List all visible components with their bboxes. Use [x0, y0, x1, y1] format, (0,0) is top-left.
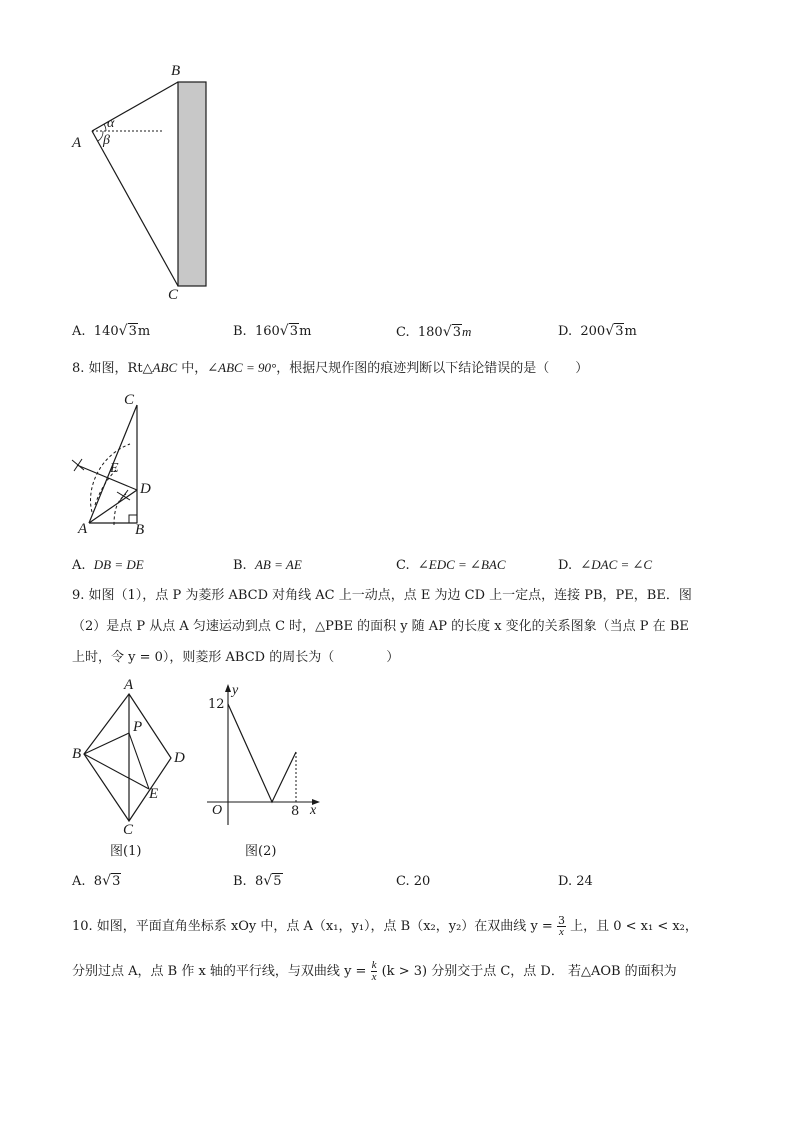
label-C: C — [123, 822, 134, 838]
figure-1-caption: 图(1) — [110, 844, 142, 859]
q7-option-a[interactable]: A. 140√ 3m — [72, 324, 150, 339]
fraction-3-over-x: $\frac{3}{x}$ — [557, 914, 565, 938]
q10-stem-line1: 10. 如图，平面直角坐标系 xOy 中，点 A（x₁，y₁），点 B（x₂，y₂）在双曲线 y = $\frac{3}{x}$ 上，且 0 < x₁ < x₂， — [72, 914, 698, 938]
figure-2-caption: 图(2) — [245, 844, 277, 859]
label-12: 12 — [208, 697, 225, 712]
label-x: x — [310, 803, 317, 818]
label-beta: β — [103, 133, 110, 148]
q10-stem-line2: 分别过点 A，点 B 作 x 轴的平行线，与双曲线 y = $\frac{k}{x}$ (k > 3) 分别交于点 C，点 D． 若△AOB 的面积为 — [72, 959, 677, 983]
label-C: C — [124, 392, 135, 408]
label-D: D — [174, 750, 185, 766]
label-8: 8 — [291, 804, 300, 819]
label-O: O — [212, 803, 223, 818]
q8-stem: 8. 如图，Rt△ABC 中，∠ABC = 90°，根据尺规作图的痕迹判断以下结论错误的是（ ） — [72, 360, 589, 376]
q9-stem-line1: 9. 如图（1），点 P 为菱形 ABCD 对角线 AC 上一动点，点 E 为边 CD 上一定点，连接 PB，PE，BE．图 — [72, 588, 692, 603]
q7-option-c[interactable]: C. 180√ 3m — [396, 324, 471, 340]
label-A: A — [124, 677, 134, 693]
q9-stem-line3: 上时，令 y = 0），则菱形 ABCD 的周长为（ ） — [72, 650, 400, 665]
label-C: C — [168, 287, 179, 303]
label-y: y — [232, 683, 239, 698]
q7-option-b[interactable]: B. 160√ 3m — [233, 324, 311, 339]
label-B: B — [72, 746, 82, 762]
q8-option-a[interactable]: A. DB = DE — [72, 557, 144, 573]
label-A: A — [72, 135, 82, 151]
y-axis-arrow — [225, 684, 231, 692]
label-alpha: α — [107, 116, 115, 131]
label-E: E — [110, 461, 119, 476]
label-E: E — [149, 786, 159, 802]
q9-stem-line2: （2）是点 P 从点 A 匀速运动到点 C 时，△PBE 的面积 y 随 AP 的长度 x 变化的关系图象（当点 P 在 BE — [72, 619, 689, 634]
graph-line — [228, 704, 296, 802]
label-B: B — [171, 63, 181, 79]
q8-option-b[interactable]: B. AB = AE — [233, 557, 302, 573]
fraction-k-over-x: $\frac{k}{x}$ — [371, 959, 377, 983]
label-A: A — [78, 521, 88, 537]
q7-option-d[interactable]: D. 200√ 3m — [558, 324, 637, 339]
q9-option-d[interactable]: D. 24 — [558, 874, 593, 889]
q8-option-c[interactable]: C. ∠EDC = ∠BAC — [396, 557, 506, 573]
label-D: D — [140, 481, 151, 497]
label-P: P — [133, 719, 143, 735]
q8-option-d[interactable]: D. ∠DAC = ∠C — [558, 557, 653, 573]
label-B: B — [135, 522, 145, 538]
q9-option-a[interactable]: A. 8√ 3 — [72, 874, 121, 889]
q9-option-c[interactable]: C. 20 — [396, 874, 431, 889]
q9-option-b[interactable]: B. 8√ 5 — [233, 874, 283, 889]
